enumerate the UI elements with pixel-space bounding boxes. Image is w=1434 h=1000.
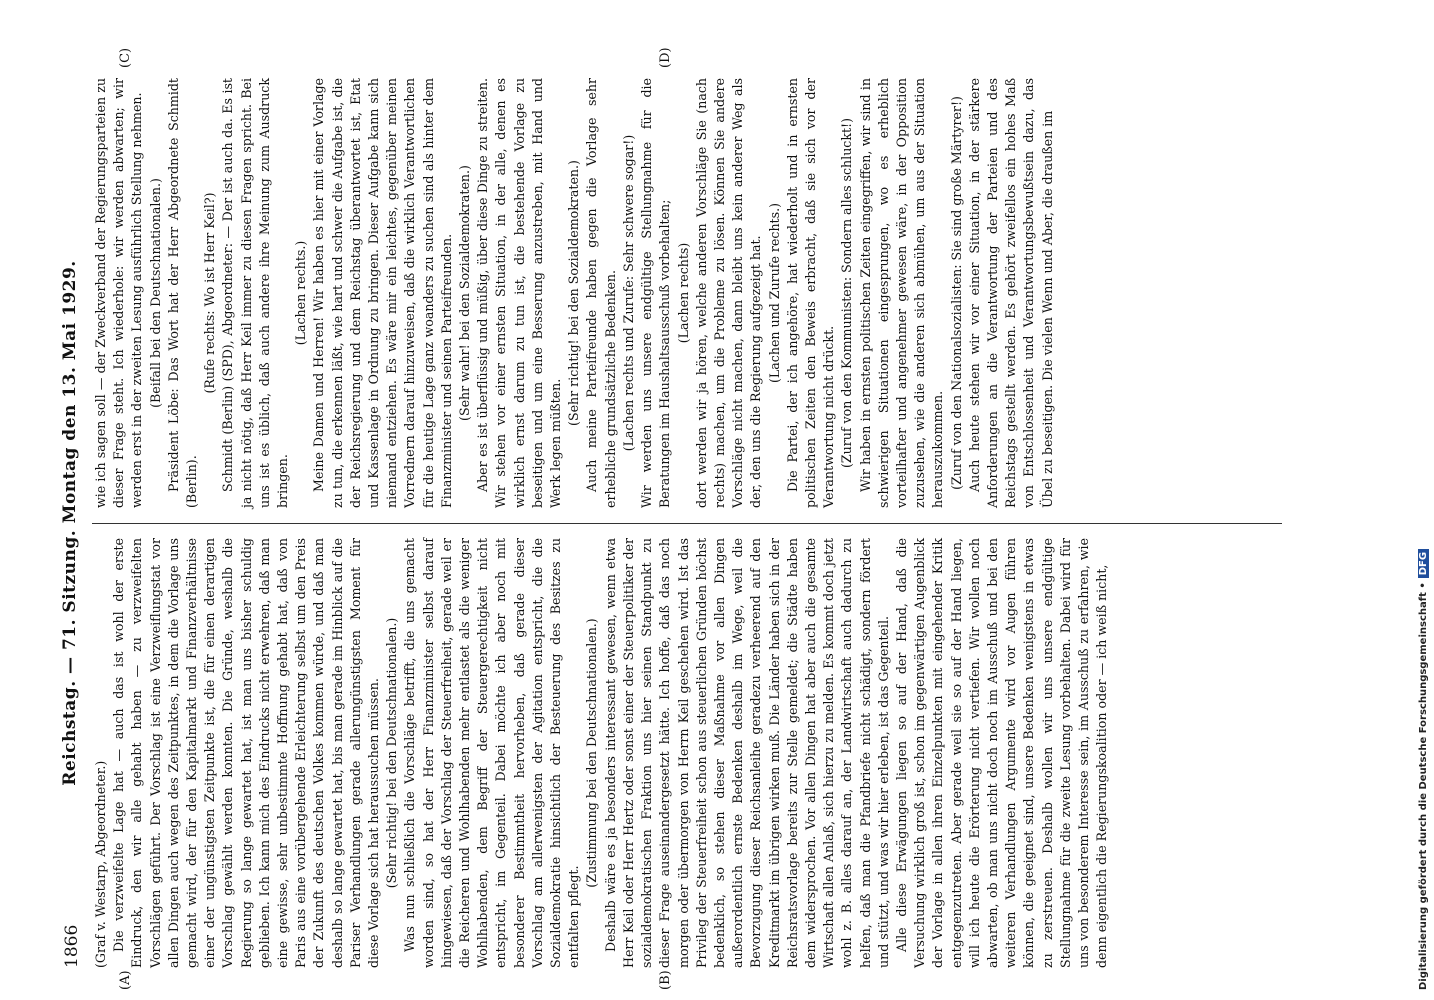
right-column xyxy=(92,78,1057,508)
paragraph: Auch heute stehen wir vor einer Situation, in der stärkere Anforderungen an die Verantwortung der Parteien und des Reichstags gestellt werden. Es gehört zweifellos ein hohes Maß von Entschlossenheit und Verantwortungsbewußtsein dazu, das Übel zu beseitigen. Die vielen Wenn und Aber, die draußen im xyxy=(966,78,1055,508)
interjection: (Sehr richtig! bei den Sozialdemokraten.) xyxy=(566,160,582,426)
digitization-text: Digitalisierung gefördert durch die Deutsche Forschungsgemeinschaft • xyxy=(1418,582,1429,990)
interjection: (Sehr wahr! bei den Sozialdemokraten.) xyxy=(457,165,473,421)
paragraph: Wir haben in ernsten politischen Zeiten eingegriffen, wir sind in schwierigen Situationen eingesprungen, wo es erheblich vorteilhafter und angenehmer gewesen wäre, in der Opposition zuzusehen, wie die anderen sich abmühen, um aus der Situation herauszukommen. xyxy=(857,78,946,508)
digitization-note xyxy=(1418,0,1432,990)
interjection: (Sehr richtig! bei den Deutschnationalen.) xyxy=(384,617,400,889)
paragraph: Alle diese Erwägungen liegen so auf der Hand, daß die Versuchung wirklich groß ist, schon im gegenwärtigen Augenblick der Vorlage in allen ihren Einzelpunkten mit eingehender Kritik entgegenzutreten. Aber gerade weil sie so auf der Hand liegen, will ich heute die Erörterung nicht vertiefen. Wir wollen noch abwarten, ob man uns nicht doch noch im Ausschuß und bei den weiteren Verhandlungen Argumente wird vor Augen führen können, die geeignet sind, unsere Bedenken wenigstens in etwas zu zerstreuen. Deshalb wollen wir uns unsere endgültige Stellungnahme für die zweite Lesung vorbehalten. Dabei wird für uns von besonderem Interesse sein, im Ausschuß zu erfahren, wie denn eigentlich die Regierungskoalition oder — ich weiß nicht, xyxy=(893,538,1110,968)
left-column xyxy=(92,538,1111,968)
column-divider xyxy=(92,523,1282,524)
margin-mark-d: (D) xyxy=(658,47,673,68)
speaker-continuation: (Graf v. Westarp, Abgeordneter.) xyxy=(93,760,108,968)
paragraph: Die Partei, der ich angehöre, hat wiederholt und in ernsten politischen Zeiten den Beweis erbracht, daß sie sich vor der Verantwortung nicht drückt. xyxy=(784,78,837,508)
interjection: (Zuruf von den Kommunisten: Sondern alles schluckt!) xyxy=(839,117,855,469)
page-header xyxy=(58,78,90,968)
interjection: (Beifall bei den Deutschnationalen.) xyxy=(147,178,163,408)
page-title: Reichstag. — 71. Sitzung. Montag den 13. Mai 1929. xyxy=(60,260,80,786)
paragraph: Wir werden uns unsere endgültige Stellungnahme für die Beratungen im Haushaltsausschuß vorbehalten; xyxy=(639,78,673,508)
rotated-page-content xyxy=(58,47,1298,990)
dfg-logo: DFG xyxy=(1418,549,1429,578)
interjection: (Lachen und Zurufe rechts.) xyxy=(766,203,782,383)
margin-mark-c: (C) xyxy=(118,47,133,68)
interjection: (Rufe rechts: Wo ist Herr Keil?) xyxy=(202,192,218,394)
interjection: (Zustimmung bei den Deutschnationalen.) xyxy=(584,618,600,888)
interjection: (Zuruf von den Nationalsozialisten: Sie sind große Märtyrer!) xyxy=(948,96,964,490)
margin-mark-b: (B) xyxy=(658,970,673,990)
paragraph: Aber es ist überflüssig und müßig, über diese Dinge zu streiten. Wir stehen vor einer ernsten Situation, in der alle, denen es wirklich ernst darum zu tun ist, die bestehende Vorlage zu beseitigen und um eine Besserung anzustreben, mit Hand und Werk legen müßten. xyxy=(475,78,564,508)
paragraph: Deshalb wäre es ja besonders interessant gewesen, wenn etwa Herr Keil oder Herr Hertz oder sonst einer der Steuerpolitiker der sozialdemokratischen Fraktion uns hier seinen Standpunkt zu dieser Frage auseinandergesetzt hätte. Ich hoffe, daß das noch morgen oder übermorgen von Herrn Keil geschehen wird. Ist das Privileg der Steuerfreiheit schon aus steuerlichen Gründen höchst bedenklich, so stehen dieser Maßnahme vor allen Dingen außerordentlich ernste Bedenken deshalb im Wege, weil die Bevorzugung dieser Reichsanleihe geradezu verheerend auf den Kreditmarkt im übrigen wirken muß. Die Länder haben sich in der Reichsratsvorlage bereits zur Stelle gemeldet; die Städte haben dem widersprochen. Vor allen Dingen hat aber auch die gesamte Wirtschaft allen Anlaß, sich hierzu zu melden. Es kommt doch jetzt wohl z. B. alles darauf an, der Landwirtschaft auch dadurch zu helfen, daß man die Pfandbriefe nicht schädigt, sondern fördert und stützt, und was wir hier erleben, ist das Gegenteil. xyxy=(602,538,891,968)
page-number: 1866 xyxy=(62,924,82,968)
paragraph: Was nun schließlich die Vorschläge betrifft, die uns gemacht worden sind, so hat der Herr Finanzminister selbst darauf hingewiesen, daß der Vorschlag der Steuerfreiheit, gerade weil er die Reicheren und Wohlhabenden mehr entlastet als die weniger Wohlhabenden, dem Begriff der Steuergerechtigkeit nicht entspricht, im Gegenteil. Dabei möchte ich aber noch mit besonderer Bestimmtheit hervorheben, daß gerade dieser Vorschlag am allerwenigsten der Agitation entspricht, die die Sozialdemokratie hinsichtlich der Besteuerung des Besitzes zu entfalten pflegt. xyxy=(402,538,582,968)
paragraph: Meine Damen und Herren! Wir haben es hier mit einer Vorlage zu tun, die erkennen läßt, wie hart und schwer die Aufgabe ist, die der Reichsregierung und dem Reichstag überantwortet ist, Etat und Kassenlage in Ordnung zu bringen. Dieser Aufgabe kann sich niemand entziehen. Es wäre mir ein leichtes, gegenüber meinen Vorrednern darauf hinzuweisen, daß die wirklich Verantwortlichen für die heutige Lage ganz woanders zu suchen sind als hinter dem Finanzminister und seinen Parteifreunden. xyxy=(311,78,454,508)
speaker-paragraph: Schmidt (Berlin) (SPD), Abgeordneter: — Der ist auch da. Es ist ja nicht nötig, daß Herr Keil immer zu diesen Fragen spricht. Bei uns ist es üblich, daß auch andere ihre Meinung zum Ausdruck bringen. xyxy=(220,78,291,508)
interjection: (Lachen rechts und Zurufe: Sehr schwere sogar!) xyxy=(620,134,636,452)
paragraph: Die verzweifelte Lage hat — auch das ist wohl der erste Eindruck, den wir alle gehabt haben — zu verzweifelten Vorschlägen geführt. Der Vorschlag ist eine Verzweiflungstat vor allen Dingen auch wegen des Zeitpunktes, in dem die Vorlage uns gemacht wird, der für den Kapitalmarkt und Finanzverhältnisse einer der ungünstigsten Zeitpunkte ist, die für einen derartigen Vorschlag gewählt werden konnten. Die Gründe, weshalb die Regierung so lange gewartet hat, ist man uns bisher schuldig geblieben. Ich kann mich des Eindrucks nicht erwehren, daß man eine gewisse, sehr unbestimmte Hoffnung gehabt hat, daß von Paris aus eine vorübergehende Erleichterung selbst um den Preis der Zukunft des deutschen Volkes kommen würde, und daß man deshalb so lange gewartet hat, bis man gerade im Hinblick auf die Pariser Verhandlungen gerade allerungünstigsten Moment für diese Vorlage sich hat heraussuchen müssen. xyxy=(111,538,382,968)
paragraph: dort werden wir ja hören, welche anderen Vorschläge Sie (nach rechts) machen, um die Probleme zu lösen. Können Sie andere Vorschläge nicht machen, dann bleibt uns kein anderer Weg als der, den uns die Regierung aufgezeigt hat. xyxy=(693,78,764,508)
speaker-paragraph: Präsident Löbe: Das Wort hat der Herr Abgeordnete Schmidt (Berlin). xyxy=(165,78,200,508)
interjection: (Lachen rechts) xyxy=(675,242,691,344)
interjection: (Lachen rechts.) xyxy=(293,240,309,346)
paragraph: Auch meine Parteifreunde haben gegen die Vorlage sehr erhebliche grundsätzliche Bedenken. xyxy=(584,78,618,508)
paragraph: wie ich sagen soll — der Zweckverband der Regierungsparteien zu dieser Frage steht. Ich wiederhole: wir werden abwarten; wir werden erst in der zweiten Lesung ausführlich Stellung nehmen. xyxy=(93,78,145,508)
margin-mark-a: (A) xyxy=(118,970,133,990)
